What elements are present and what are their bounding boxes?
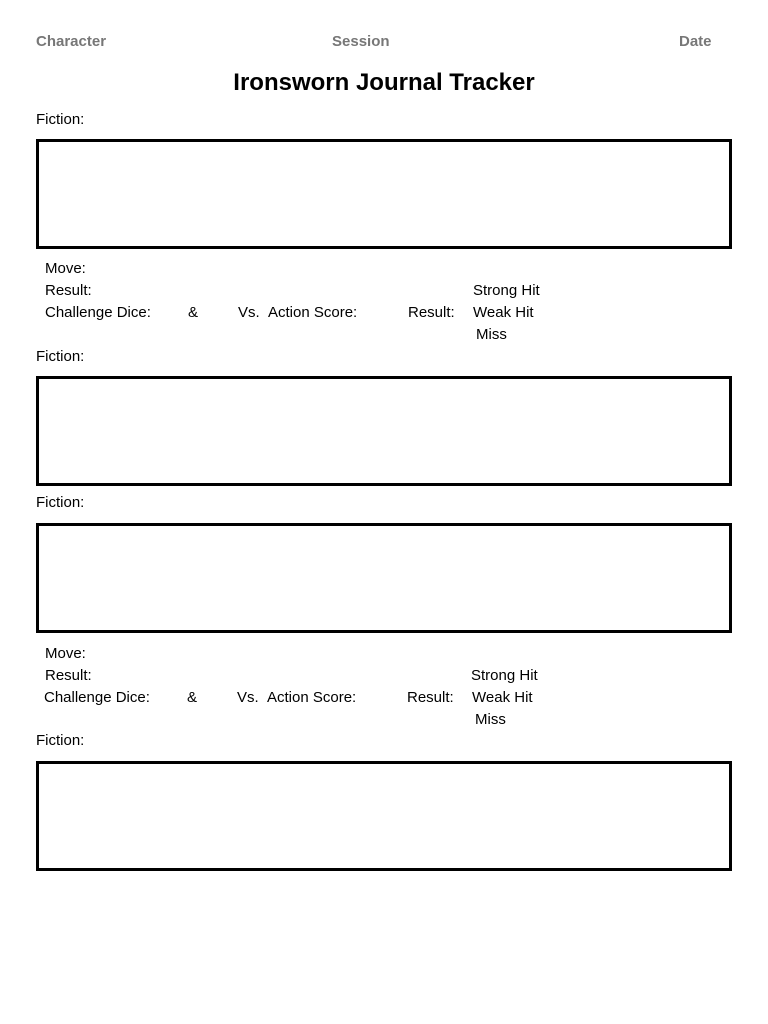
challenge-dice-label-1: Challenge Dice:: [45, 304, 151, 321]
fiction-label-4: Fiction:: [36, 732, 85, 749]
outcome-strong-hit-2: Strong Hit: [471, 667, 538, 684]
ampersand-1: &: [188, 304, 199, 321]
character-field-label: Character: [36, 33, 107, 50]
date-field-label: Date: [679, 33, 712, 50]
fiction-box-1[interactable]: [36, 139, 732, 249]
result2-label-2: Result:: [407, 689, 454, 706]
session-field-label: Session: [332, 33, 390, 50]
result2-label-1: Result:: [408, 304, 455, 321]
fiction-label-3: Fiction:: [36, 494, 85, 511]
outcome-weak-hit-2: Weak Hit: [472, 689, 533, 706]
challenge-dice-label-2: Challenge Dice:: [44, 689, 150, 706]
vs-label-1: Vs.: [238, 304, 260, 321]
fiction-box-3[interactable]: [36, 523, 732, 633]
move-label-1: Move:: [45, 260, 86, 277]
page-title: Ironsworn Journal Tracker: [233, 69, 535, 96]
fiction-label-1: Fiction:: [36, 111, 85, 128]
outcome-strong-hit-1: Strong Hit: [473, 282, 540, 299]
outcome-miss-2: Miss: [475, 711, 506, 728]
action-score-label-2: Action Score:: [267, 689, 357, 706]
fiction-box-2[interactable]: [36, 376, 732, 486]
action-score-label-1: Action Score:: [268, 304, 358, 321]
vs-label-2: Vs.: [237, 689, 259, 706]
ampersand-2: &: [187, 689, 198, 706]
fiction-box-4[interactable]: [36, 761, 732, 871]
result-label-1: Result:: [45, 282, 92, 299]
fiction-label-2: Fiction:: [36, 348, 85, 365]
outcome-miss-1: Miss: [476, 326, 507, 343]
outcome-weak-hit-1: Weak Hit: [473, 304, 534, 321]
result-label-2: Result:: [45, 667, 92, 684]
move-label-2: Move:: [45, 645, 86, 662]
